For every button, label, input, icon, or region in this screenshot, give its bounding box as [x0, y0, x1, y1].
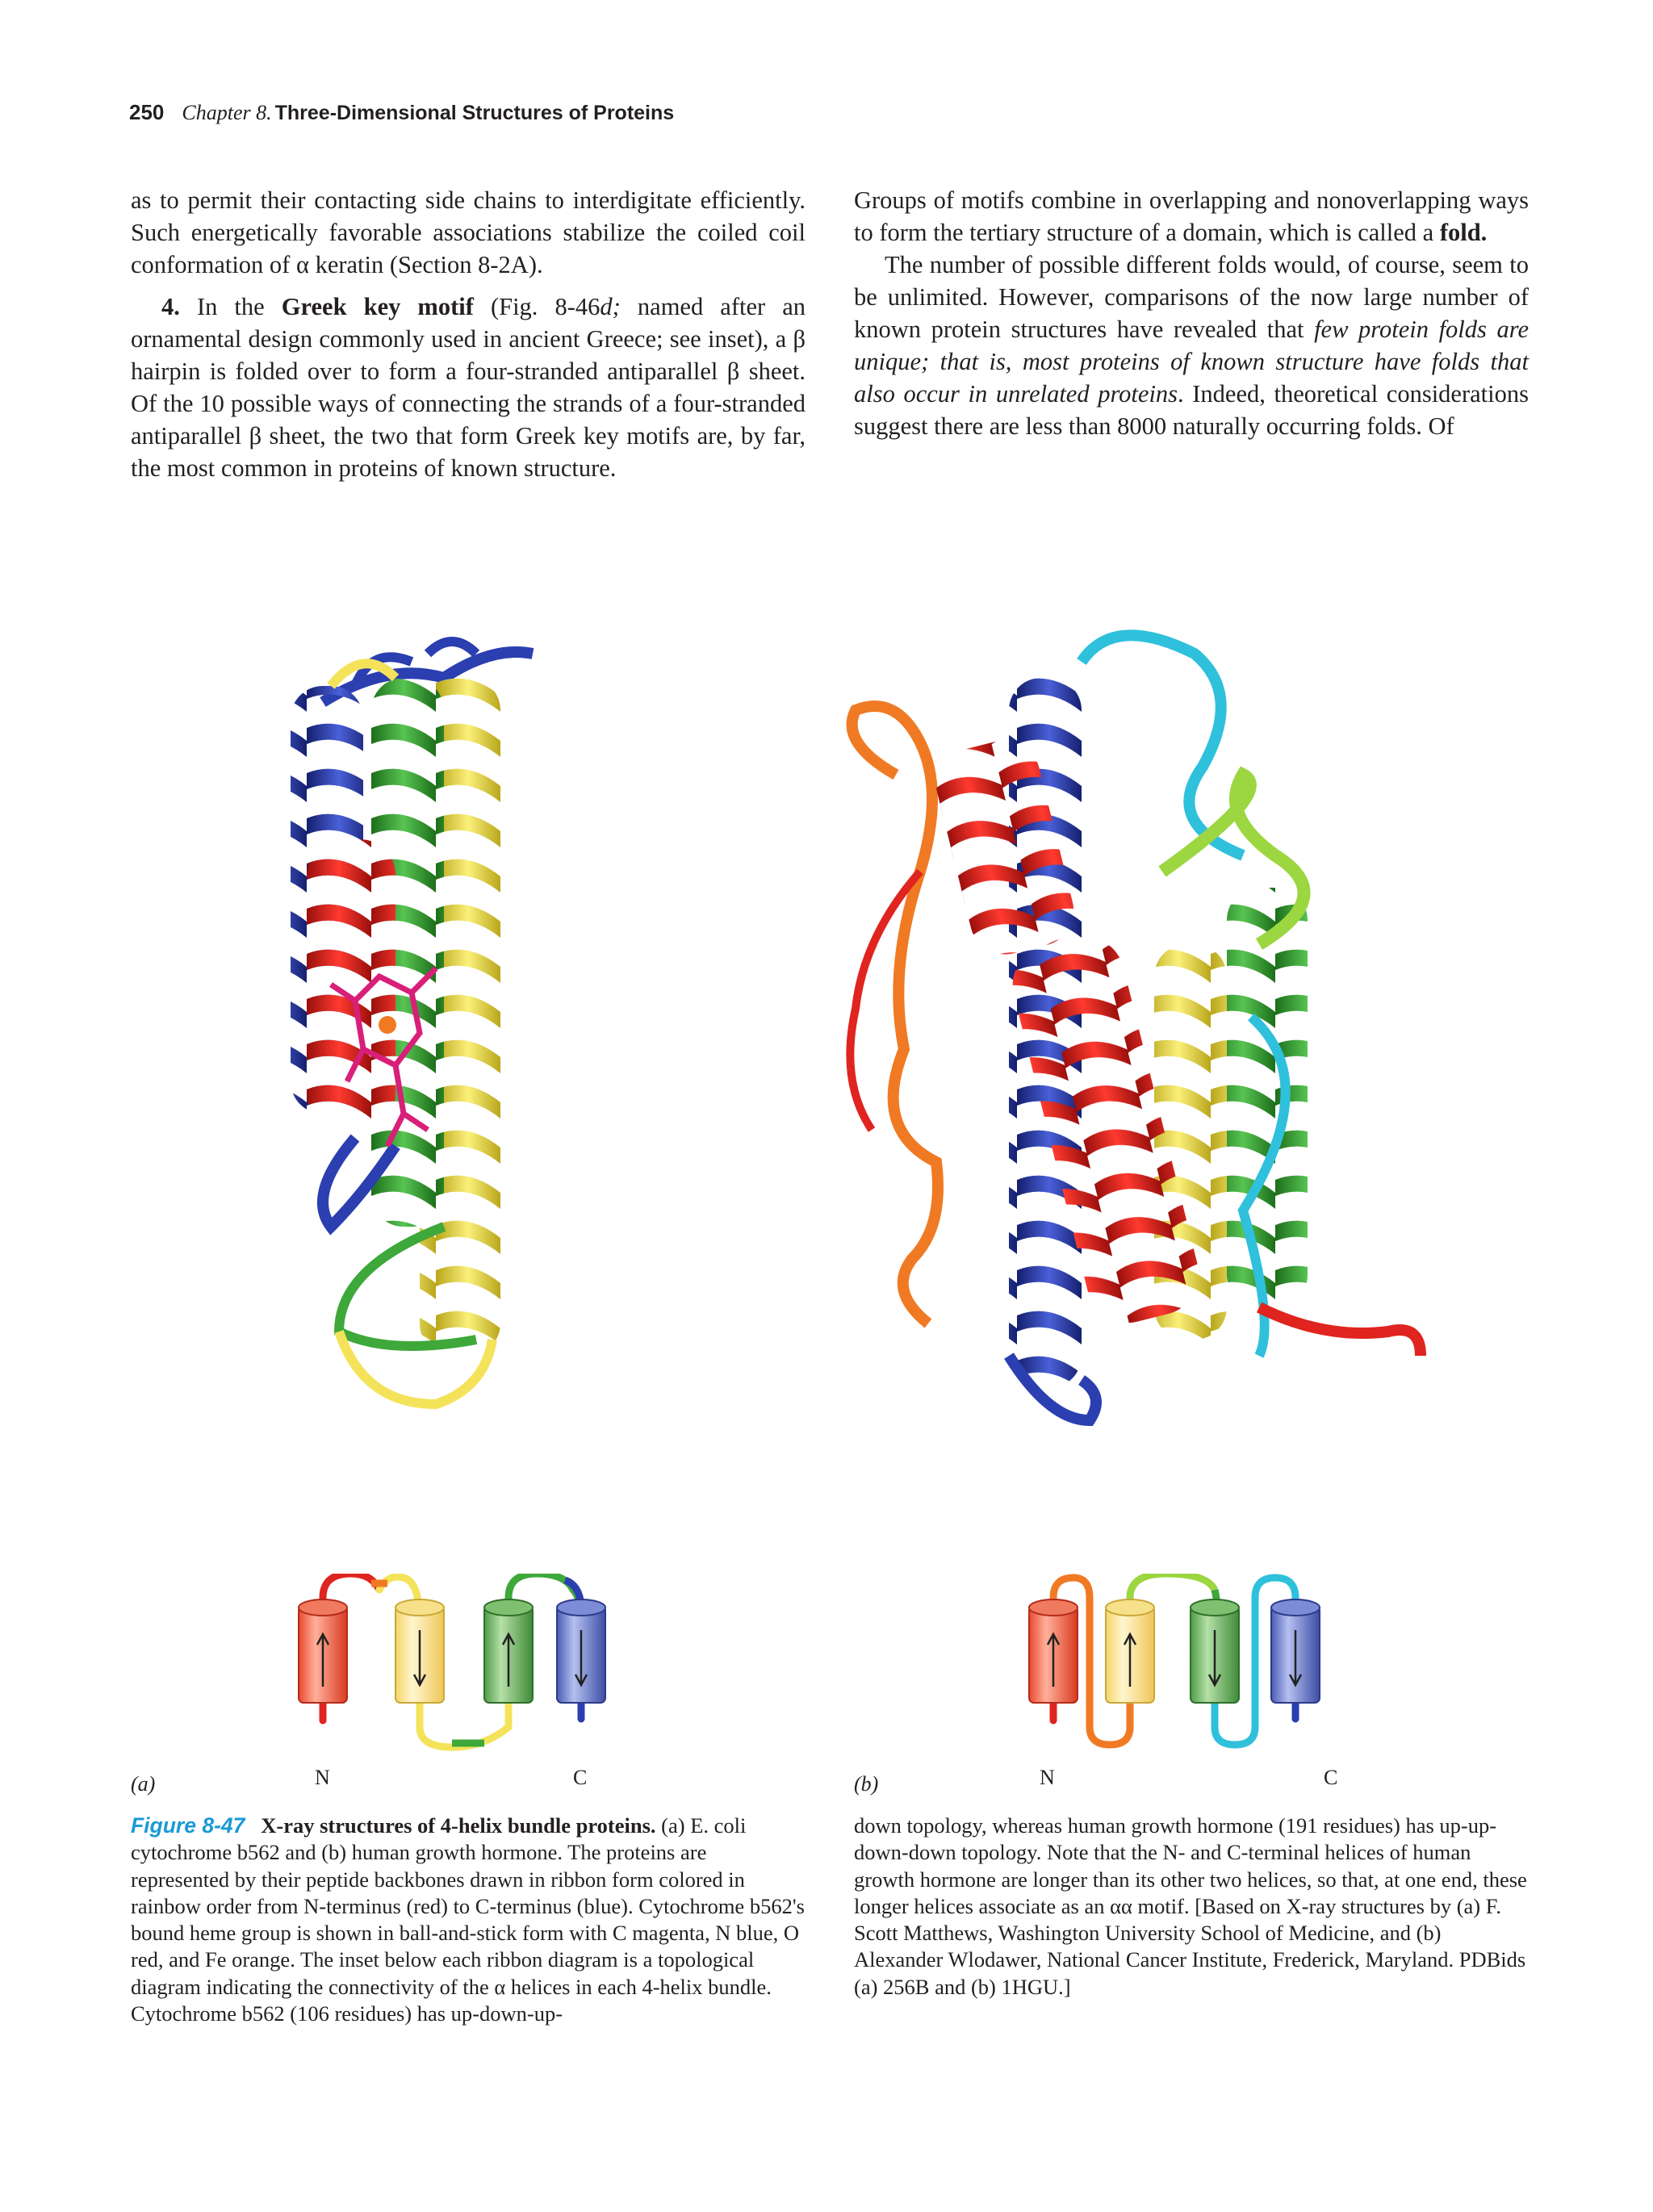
- c-terminus-label-b: C: [1324, 1766, 1338, 1789]
- figure-number: Figure 8-47: [131, 1813, 245, 1838]
- page-number: 250: [129, 100, 165, 124]
- figure-caption-left: [131, 1813, 807, 2027]
- cylinder-helix-4: [557, 1599, 605, 1703]
- list-number: 4.: [161, 293, 180, 320]
- n-terminus-label-b: N: [1040, 1766, 1055, 1789]
- helix-red: [307, 839, 395, 1130]
- cylinder-helix-1: [1029, 1599, 1078, 1703]
- topology-diagram-a: [291, 1574, 630, 1751]
- helix-green: [1227, 888, 1308, 1307]
- cylinder-helix-3: [1191, 1599, 1239, 1703]
- term-fold: fold.: [1439, 219, 1488, 246]
- chapter-title: Three-Dimensional Structures of Proteins: [274, 102, 675, 124]
- cylinder-helix-2: [1106, 1599, 1154, 1703]
- running-header: [129, 100, 674, 132]
- paragraph: as to permit their contacting side chains to interdigitate efficiently. Such energetically favorable associations stabilize the coiled coil conformation of α keratin (Section 8-2A).: [131, 186, 806, 278]
- body-column-right: [854, 184, 1529, 442]
- caption-text-left: (a) E. coli cytochrome b562 and (b) human growth hormone. The proteins are represented by their peptide backbones drawn in ribbon form colored in rainbow order from N-terminus (red) to C-terminus (blue). Cytochrome b562's bound heme group is shown in ball-and-stick form with C magenta, N blue, O red, and Fe orange. The inset below each ribbon diagram is a topological diagram indicating the connectivity of the α helices in each 4-helix bundle. Cytochrome b562 (106 residues) has up-down-up-: [131, 1813, 805, 2026]
- ribbon-structure-b: [850, 635, 1421, 1420]
- figure-caption-right: [854, 1813, 1530, 2001]
- cylinder-helix-1: [299, 1599, 347, 1703]
- ribbon-structures-figure: [242, 629, 1501, 1533]
- c-terminus-label-a: C: [573, 1766, 588, 1789]
- topology-diagram-b: [1021, 1574, 1360, 1751]
- paragraph: Groups of motifs combine in overlapping and nonoverlapping ways to form the tertiary structure of a domain, which is called a fold.: [854, 186, 1529, 246]
- ribbon-structure-a: [291, 642, 533, 1404]
- cylinder-helix-2: [395, 1599, 444, 1703]
- caption-title: X-ray structures of 4-helix bundle proteins.: [261, 1813, 656, 1838]
- term-greek-key-motif: Greek key motif: [281, 293, 474, 320]
- caption-text-right: down topology, whereas human growth hormone (191 residues) has up-up-down-down topology. Note that the N- and C-terminal helices of human growth hormone are longer than its other two helices, so that, at one end, these longer helices associate as an αα motif. [Based on X-ray structures by (a) F. Scott Matthews, Washington University School of Medicine, and (b) Alexander Wlodawer, National Cancer Institute, Frederick, Maryland. PDBids (a) 256B and (b) 1HGU.]: [854, 1813, 1527, 1999]
- cylinder-helix-3: [484, 1599, 533, 1703]
- n-terminus-label-a: N: [315, 1766, 330, 1789]
- panel-label-a: (a): [131, 1772, 156, 1796]
- paragraph: The number of possible different folds would, of course, seem to be unlimited. However, comparisons of the now large number of known protein structures have revealed that few protein folds are unique; that is, most proteins of known structure have folds that also occur in unrelated proteins. Indeed, theoretical considerations suggest there are less than 8000 naturally occurring folds. Of: [854, 251, 1529, 440]
- body-column-left: [131, 184, 806, 484]
- cylinder-helix-4: [1271, 1599, 1320, 1703]
- emphasis: few protein folds are unique; that is, most proteins of known structure have folds that also occur in unrelated proteins: [854, 316, 1529, 408]
- chapter-number: Chapter 8.: [182, 101, 272, 124]
- panel-label-b: (b): [854, 1772, 879, 1796]
- paragraph-greek-key: 4. In the Greek key motif (Fig. 8-46d; named after an ornamental design commonly used in ancient Greece; see inset), a β hairpin is folded over to form a four-stranded antiparallel β sheet. Of the 10 possible ways of connecting the strands of a four-stranded antiparallel β sheet, the two that form Greek key motifs are, by far, the most common in proteins of known structure.: [131, 293, 806, 482]
